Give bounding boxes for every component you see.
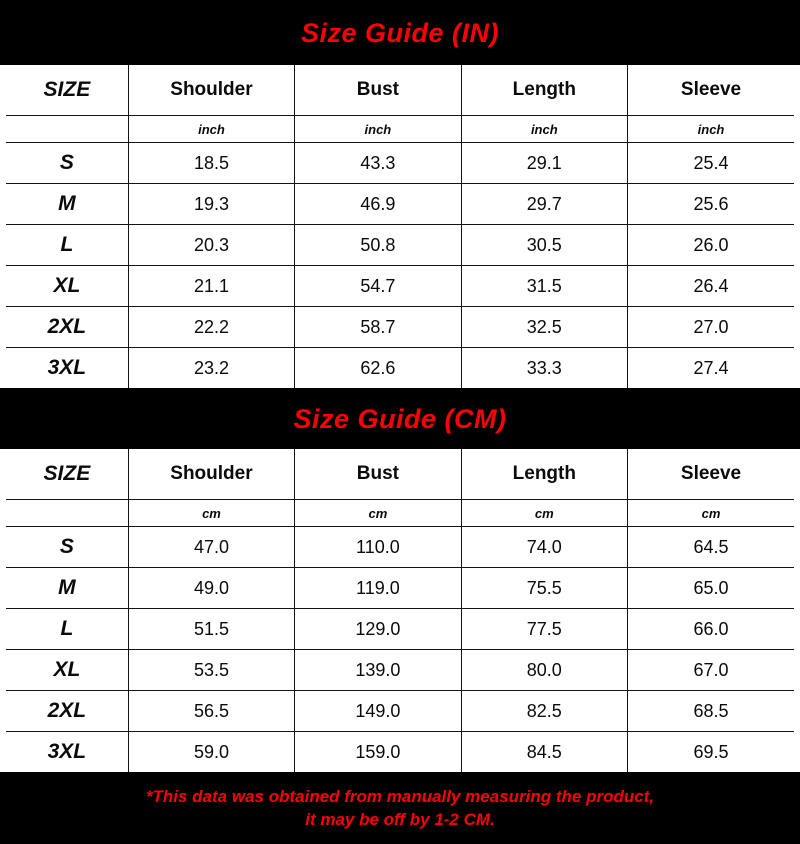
cell-shoulder: 20.3 xyxy=(128,225,294,266)
table-row xyxy=(6,732,794,773)
column-header-size: SIZE xyxy=(6,65,128,116)
cell-size: M xyxy=(6,184,128,225)
cell-size: XL xyxy=(6,650,128,691)
cell-size: 2XL xyxy=(6,691,128,732)
cell-size: L xyxy=(6,609,128,650)
unit-cell-empty xyxy=(6,116,128,143)
cell-bust: 50.8 xyxy=(295,225,461,266)
cell-length: 29.1 xyxy=(461,143,627,184)
cell-bust: 58.7 xyxy=(295,307,461,348)
column-header-length: Length xyxy=(461,449,627,500)
cell-length: 84.5 xyxy=(461,732,627,773)
cell-shoulder: 49.0 xyxy=(128,568,294,609)
table-row xyxy=(6,266,794,307)
cell-bust: 119.0 xyxy=(295,568,461,609)
cell-sleeve: 66.0 xyxy=(628,609,794,650)
cell-sleeve: 27.4 xyxy=(628,348,794,389)
unit-cell-bust: cm xyxy=(295,500,461,527)
unit-cell-length: cm xyxy=(461,500,627,527)
cell-bust: 54.7 xyxy=(295,266,461,307)
cell-shoulder: 59.0 xyxy=(128,732,294,773)
cell-length: 80.0 xyxy=(461,650,627,691)
cell-size: 3XL xyxy=(47,740,87,763)
cell-sleeve: 25.6 xyxy=(628,184,794,225)
cell-size: 3XL xyxy=(47,356,87,379)
table-row xyxy=(6,609,794,650)
cell-shoulder: 22.2 xyxy=(128,307,294,348)
cell-length: 74.0 xyxy=(461,527,627,568)
cell-sleeve: 65.0 xyxy=(628,568,794,609)
column-header-size: SIZE xyxy=(6,449,128,500)
cell-length: 31.5 xyxy=(461,266,627,307)
column-header-shoulder: Shoulder xyxy=(128,65,294,116)
unit-cell-bust: inch xyxy=(295,116,461,143)
cell-bust: 149.0 xyxy=(295,691,461,732)
cell-length: 75.5 xyxy=(461,568,627,609)
cell-length: 82.5 xyxy=(461,691,627,732)
cell-sleeve: 27.0 xyxy=(628,307,794,348)
table-row xyxy=(6,568,794,609)
table-row xyxy=(6,184,794,225)
size-guide-cm-title: Size Guide (CM) xyxy=(0,388,800,449)
cell-bust: 139.0 xyxy=(295,650,461,691)
table-row xyxy=(6,691,794,732)
cell-sleeve: 69.5 xyxy=(628,732,794,773)
table-row xyxy=(6,527,794,568)
cell-bust: 62.6 xyxy=(295,348,461,389)
size-guide-inch-table xyxy=(6,65,794,388)
column-header-shoulder: Shoulder xyxy=(128,449,294,500)
disclaimer-line-1: *This data was obtained from manually measuring the product, xyxy=(145,787,655,806)
cell-length: 77.5 xyxy=(461,609,627,650)
table-row xyxy=(6,225,794,266)
cell-bust: 46.9 xyxy=(295,184,461,225)
table-units-row xyxy=(6,500,794,527)
cell-shoulder: 53.5 xyxy=(128,650,294,691)
cell-bust: 129.0 xyxy=(295,609,461,650)
column-header-sleeve: Sleeve xyxy=(628,65,794,116)
cell-sleeve: 68.5 xyxy=(628,691,794,732)
cell-shoulder: 21.1 xyxy=(128,266,294,307)
table-units-row xyxy=(6,116,794,143)
cell-bust: 43.3 xyxy=(295,143,461,184)
cell-sleeve: 64.5 xyxy=(628,527,794,568)
cell-shoulder: 56.5 xyxy=(128,691,294,732)
cell-size: XL xyxy=(6,266,128,307)
cell-shoulder: 23.2 xyxy=(128,348,294,389)
column-header-sleeve: Sleeve xyxy=(628,449,794,500)
size-guide-inch-table-wrapper xyxy=(0,65,800,388)
column-header-length: Length xyxy=(461,65,627,116)
cell-length: 30.5 xyxy=(461,225,627,266)
cell-size: L xyxy=(6,225,128,266)
unit-cell-shoulder: inch xyxy=(128,116,294,143)
table-header-row xyxy=(6,65,794,116)
table-row xyxy=(6,307,794,348)
table-row xyxy=(6,650,794,691)
measurement-disclaimer xyxy=(0,772,800,844)
unit-cell-length: inch xyxy=(461,116,627,143)
cell-size: S xyxy=(6,143,128,184)
cell-sleeve: 26.4 xyxy=(628,266,794,307)
size-guide-inch-title: Size Guide (IN) xyxy=(0,0,800,65)
cell-shoulder: 51.5 xyxy=(128,609,294,650)
cell-length: 32.5 xyxy=(461,307,627,348)
cell-size: 2XL xyxy=(6,307,128,348)
cell-shoulder: 19.3 xyxy=(128,184,294,225)
unit-cell-empty xyxy=(6,500,128,527)
cell-size: S xyxy=(6,527,128,568)
cell-sleeve: 25.4 xyxy=(628,143,794,184)
cell-bust: 159.0 xyxy=(295,732,461,773)
unit-cell-sleeve: cm xyxy=(628,500,794,527)
unit-cell-sleeve: inch xyxy=(628,116,794,143)
cell-sleeve: 67.0 xyxy=(628,650,794,691)
cell-shoulder: 18.5 xyxy=(128,143,294,184)
cell-bust: 110.0 xyxy=(295,527,461,568)
table-header-row xyxy=(6,449,794,500)
unit-cell-shoulder: cm xyxy=(128,500,294,527)
disclaimer-line-2: it may be off by 1-2 CM. xyxy=(305,809,495,829)
cell-length: 33.3 xyxy=(461,348,627,389)
cell-size: M xyxy=(6,568,128,609)
table-row xyxy=(6,348,794,389)
size-guide-cm-table xyxy=(6,449,794,772)
size-guide-cm-table-wrapper xyxy=(0,449,800,772)
table-row xyxy=(6,143,794,184)
cell-shoulder: 47.0 xyxy=(128,527,294,568)
column-header-bust: Bust xyxy=(295,65,461,116)
column-header-bust: Bust xyxy=(295,449,461,500)
cell-sleeve: 26.0 xyxy=(628,225,794,266)
cell-length: 29.7 xyxy=(461,184,627,225)
